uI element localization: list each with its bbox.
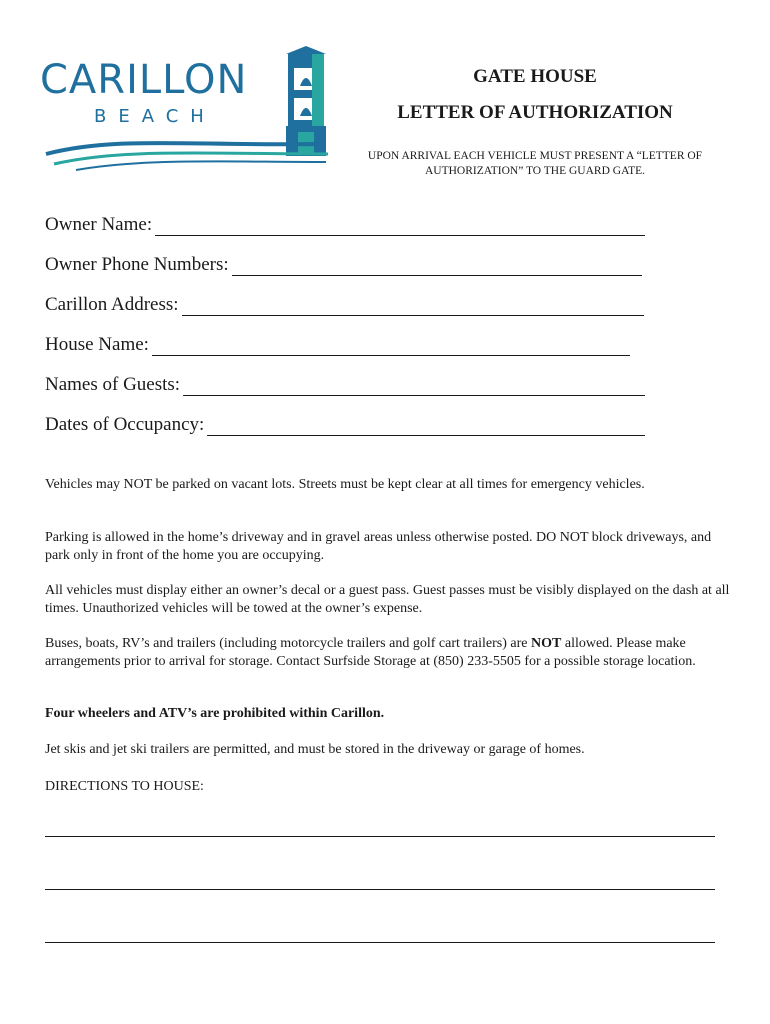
rule-jet-skis: Jet skis and jet ski trailers are permitted, and must be stored in the driveway or garage of homes. bbox=[45, 742, 585, 757]
rule-driveways: Parking is allowed in the home’s driveway and in gravel areas unless otherwise posted. DO NOT block driveways, and park only in front of the home you are occupying. bbox=[45, 530, 712, 563]
logo-carillon-text: CARILLON bbox=[40, 57, 248, 103]
rule-atv: Four wheelers and ATV’s are prohibited within Carillon. bbox=[45, 706, 385, 721]
directions-line-3[interactable] bbox=[45, 942, 715, 943]
carillon-address-label: Carillon Address: bbox=[45, 294, 179, 315]
owner-phone-line[interactable] bbox=[232, 257, 642, 276]
owner-name-field[interactable] bbox=[45, 214, 645, 236]
guest-names-field[interactable] bbox=[45, 374, 645, 396]
directions-line-2[interactable] bbox=[45, 889, 715, 890]
house-name-label: House Name: bbox=[45, 334, 149, 355]
rule-vacant-lots: Vehicles may NOT be parked on vacant lots. Streets must be kept clear at all times for emergency vehicles. bbox=[45, 477, 645, 492]
house-name-field[interactable] bbox=[45, 334, 630, 356]
directions-line-1[interactable] bbox=[45, 836, 715, 837]
carillon-beach-logo bbox=[36, 46, 336, 181]
rule-trailers-emphasis: NOT bbox=[531, 636, 562, 651]
rule-trailers bbox=[45, 635, 735, 670]
rule-trailers-text-2: allowed. Please make arrangements prior to arrival for storage. Contact Surfside Storage at (850) 233-5505 for a possible storage location. bbox=[45, 636, 696, 669]
owner-phone-label: Owner Phone Numbers: bbox=[45, 254, 229, 275]
carillon-address-field[interactable] bbox=[45, 294, 644, 316]
page-title: GATE HOUSE bbox=[473, 66, 597, 87]
owner-name-label: Owner Name: bbox=[45, 214, 153, 235]
directions-label: DIRECTIONS TO HOUSE: bbox=[45, 779, 204, 794]
house-name-line[interactable] bbox=[152, 337, 630, 356]
logo-beach-text: BEACH bbox=[94, 106, 216, 127]
arrival-note: UPON ARRIVAL EACH VEHICLE MUST PRESENT A “LETTER OF AUTHORIZATION” TO THE GUARD GATE. bbox=[367, 150, 703, 177]
occupancy-dates-label: Dates of Occupancy: bbox=[45, 414, 205, 435]
occupancy-dates-line[interactable] bbox=[207, 417, 645, 436]
carillon-address-line[interactable] bbox=[182, 297, 644, 316]
occupancy-dates-field[interactable] bbox=[45, 414, 645, 436]
page-subtitle: LETTER OF AUTHORIZATION bbox=[397, 102, 673, 123]
rule-decals: All vehicles must display either an owner’s decal or a guest pass. Guest passes must be visibly displayed on the dash at all times. Unauthorized vehicles will be towed at the owner’s expense. bbox=[45, 583, 730, 616]
guest-names-line[interactable] bbox=[183, 377, 645, 396]
guest-names-label: Names of Guests: bbox=[45, 374, 181, 395]
rule-trailers-text-1: Buses, boats, RV’s and trailers (including motorcycle trailers and golf cart trailers) are bbox=[45, 636, 532, 651]
owner-name-line[interactable] bbox=[155, 217, 645, 236]
owner-phone-field[interactable] bbox=[45, 254, 642, 276]
